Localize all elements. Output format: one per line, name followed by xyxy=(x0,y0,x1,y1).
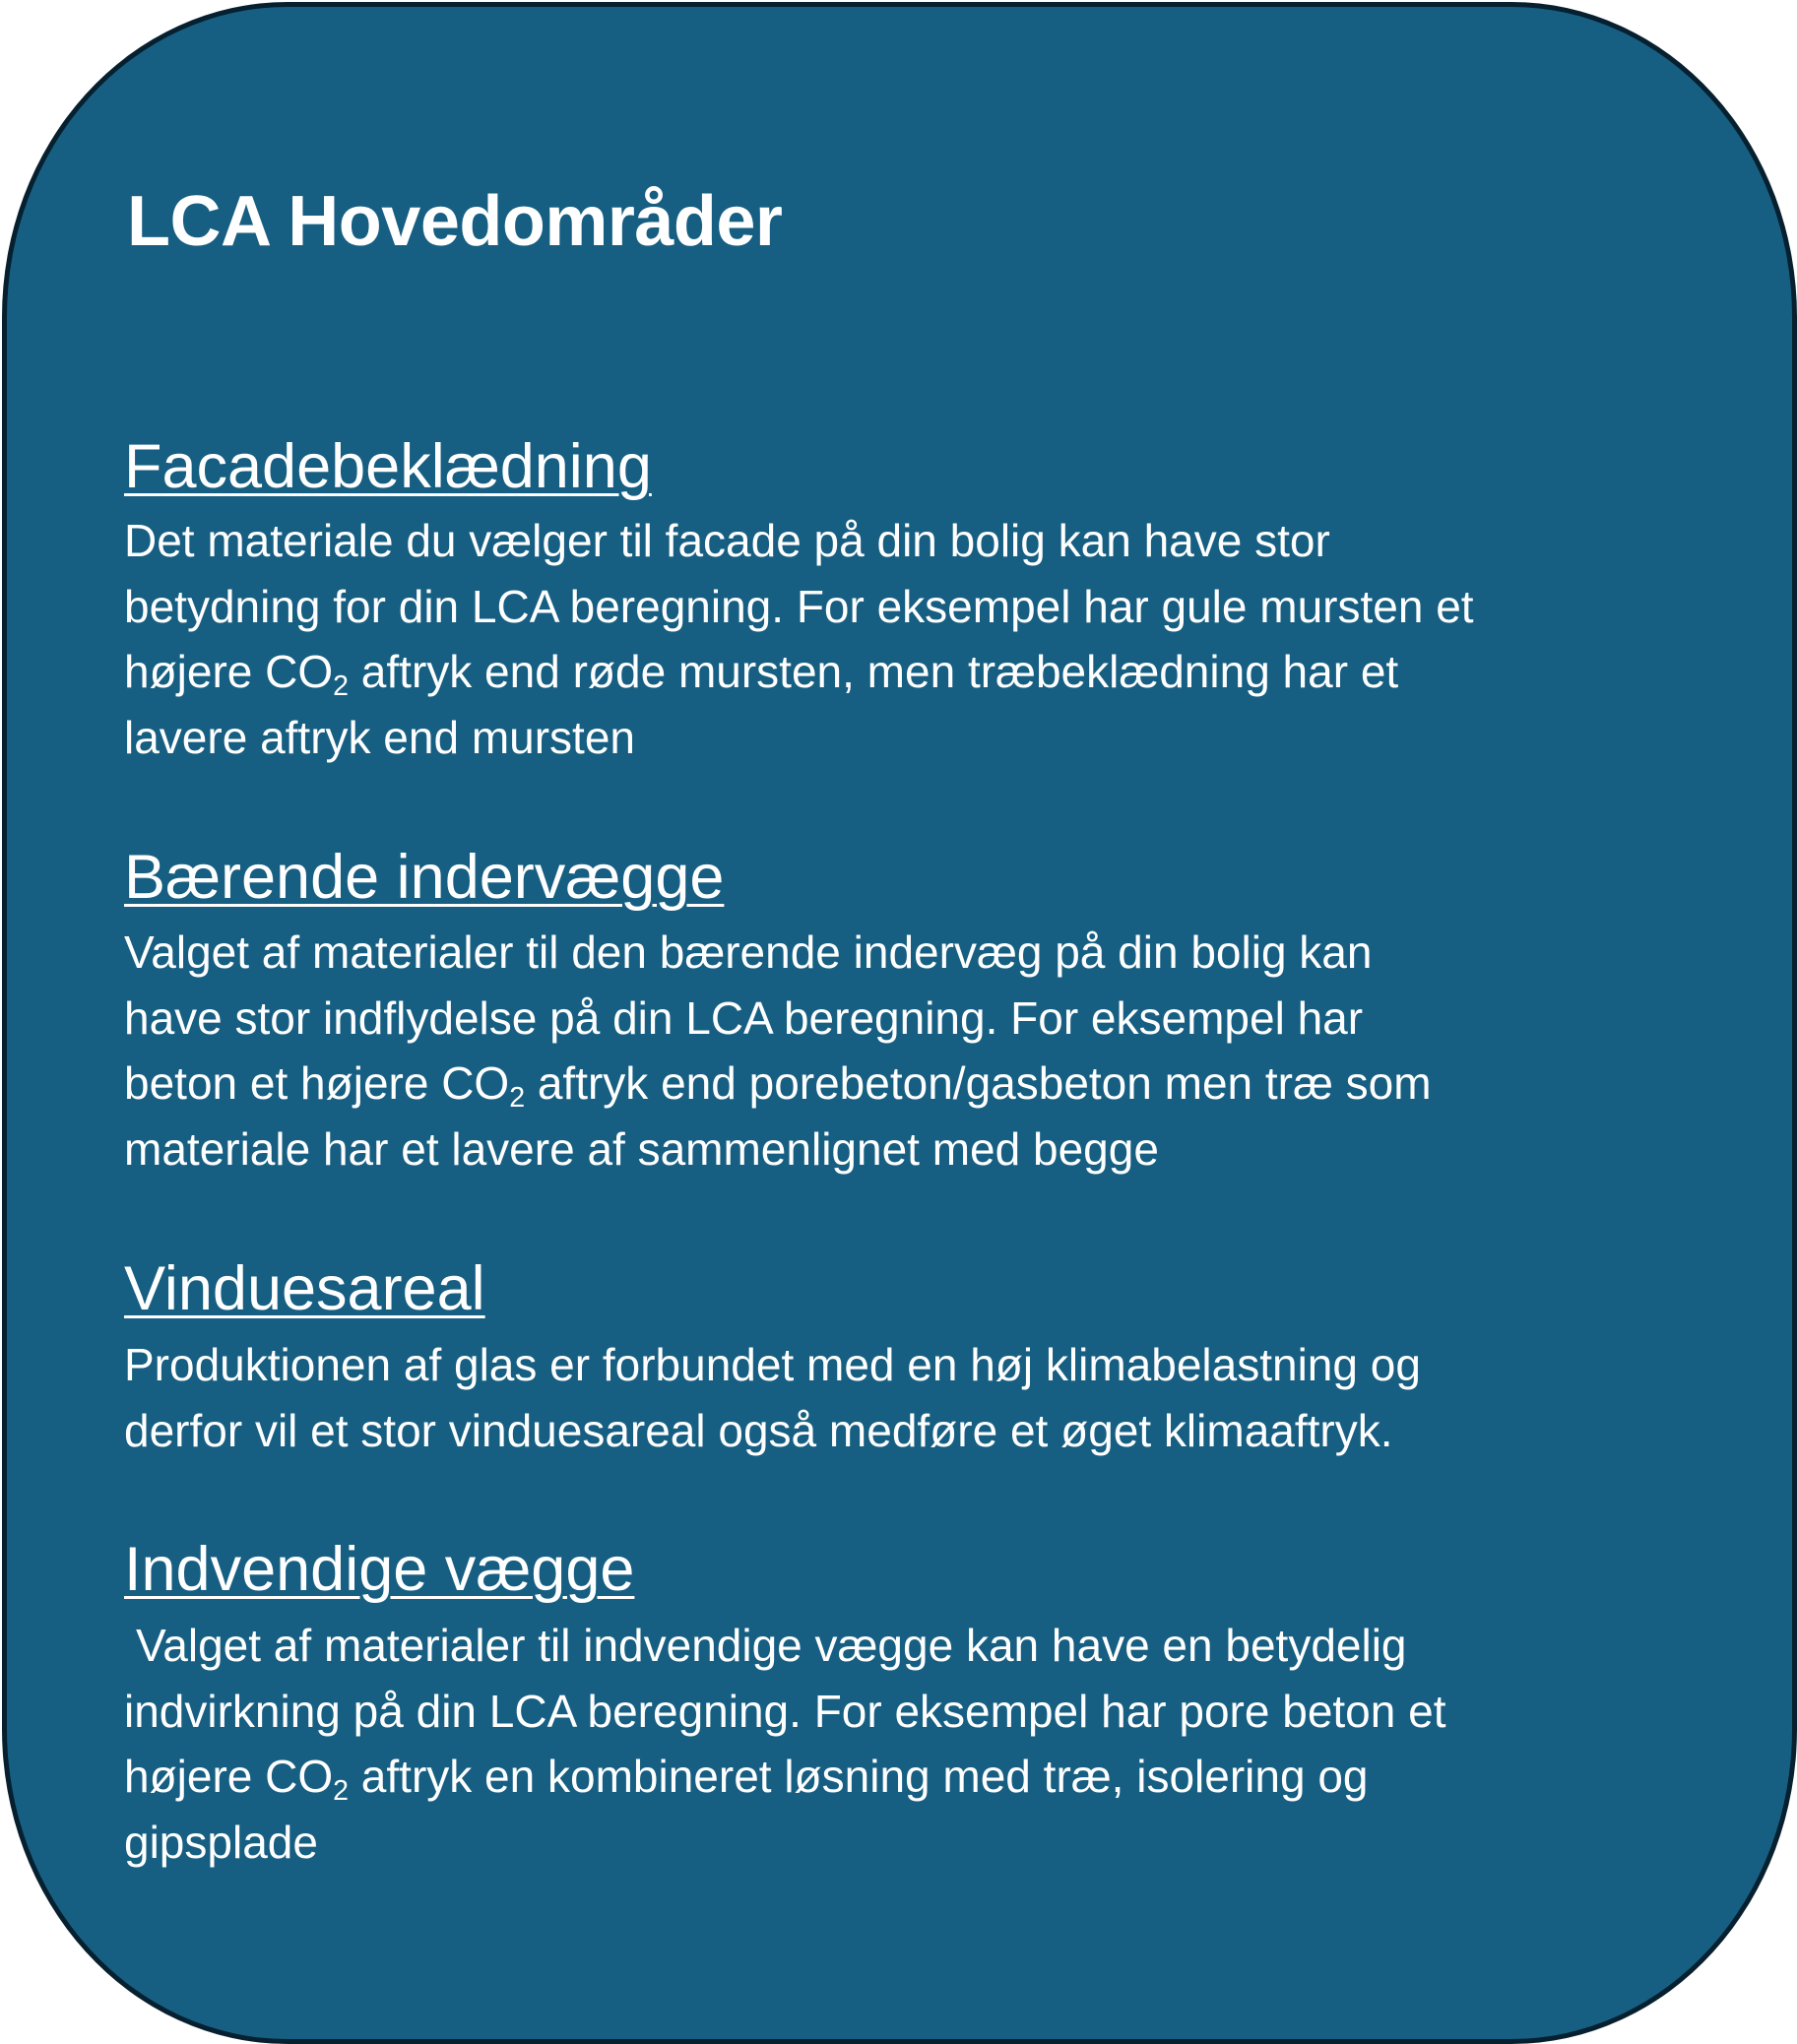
subscript-2: 2 xyxy=(509,1081,526,1114)
section-heading-vinduesareal: Vinduesareal xyxy=(124,1254,485,1323)
section-heading-facadebeklaedning: Facadebeklædning xyxy=(124,432,652,501)
subscript-2: 2 xyxy=(333,670,350,702)
body-text-segment: beton et højere CO xyxy=(124,1057,510,1109)
body-line: Valget af materialer til indvendige vægge kan have en betydelig xyxy=(136,1620,1407,1671)
section-body-baerende-indervaegge xyxy=(124,920,1700,1182)
body-line xyxy=(124,639,1700,705)
body-line: have stor indflydelse på din LCA beregning. For eksempel har xyxy=(124,991,1364,1044)
section-heading-indvendige-vaegge: Indvendige vægge xyxy=(124,1535,635,1604)
section-body-indvendige-vaegge xyxy=(124,1613,1700,1875)
body-text-segment: aftryk end porebeton/gasbeton men træ som xyxy=(525,1057,1432,1109)
card-title: LCA Hovedområder xyxy=(127,182,783,261)
body-line: derfor vil et stor vinduesareal også medføre et øget klimaaftryk. xyxy=(124,1404,1393,1456)
body-line: Valget af materialer til den bærende indervæg på din bolig kan xyxy=(124,926,1373,978)
body-text-segment: højere CO xyxy=(124,1751,334,1802)
body-line: lavere aftryk end mursten xyxy=(124,711,636,763)
section-body-vinduesareal xyxy=(124,1332,1700,1463)
subscript-2: 2 xyxy=(333,1774,350,1807)
body-text-segment: højere CO xyxy=(124,646,334,697)
body-line: gipsplade xyxy=(124,1816,318,1868)
section-heading-baerende-indervaegge: Bærende indervægge xyxy=(124,843,725,912)
body-line: Det materiale du vælger til facade på din bolig kan have stor xyxy=(124,515,1330,566)
body-text-segment: aftryk en kombineret løsning med træ, isolering og xyxy=(349,1751,1369,1802)
body-line xyxy=(124,1051,1700,1117)
body-text-segment: aftryk end røde mursten, men træbeklædning har et xyxy=(349,646,1399,697)
body-line: Produktionen af glas er forbundet med en høj klimabelastning og xyxy=(124,1339,1421,1390)
body-line: indvirkning på din LCA beregning. For eksempel har pore beton et xyxy=(124,1685,1446,1737)
section-body-facadebeklaedning xyxy=(124,508,1700,770)
body-line: materiale har et lavere af sammenlignet med begge xyxy=(124,1122,1159,1175)
body-line: betydning for din LCA beregning. For eksempel har gule mursten et xyxy=(124,580,1474,632)
body-line xyxy=(124,1744,1700,1810)
